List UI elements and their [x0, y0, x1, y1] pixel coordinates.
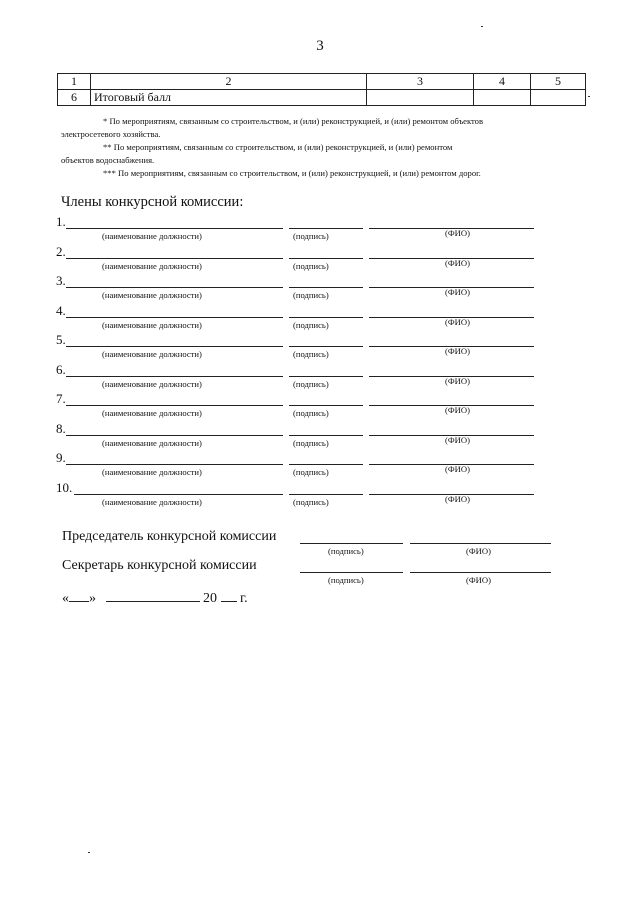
- member-position-caption: (наименование должности): [102, 290, 202, 300]
- member-name-caption: (ФИО): [445, 434, 470, 445]
- member-position-caption: (наименование должности): [102, 319, 202, 330]
- member-signature-caption: (подпись): [293, 349, 329, 359]
- chairman-name-line: [410, 543, 551, 544]
- member-row: [56, 332, 536, 362]
- table-row: [58, 90, 586, 106]
- member-row: [56, 244, 536, 274]
- member-signature-line: [289, 376, 363, 377]
- chairman-signature-caption: (подпись): [328, 546, 364, 556]
- member-number: 2.: [56, 243, 66, 259]
- member-position-line: [66, 346, 283, 347]
- score-table: [57, 73, 586, 106]
- member-row: [56, 450, 536, 480]
- member-signature-line: [289, 494, 363, 495]
- member-position-line: [66, 258, 283, 259]
- footnote-3: *** По мероприятиям, связанным со строительством, и (или) реконструкцией, и (или) ремонтом дорог.: [103, 168, 481, 178]
- member-position-caption: (наименование должности): [102, 467, 202, 477]
- date-open-quote: «: [62, 591, 69, 606]
- table-cell: 6: [58, 90, 91, 106]
- member-position-caption: (наименование должности): [102, 437, 202, 448]
- member-signature-caption: (подпись): [293, 378, 329, 389]
- member-signature-line: [289, 258, 363, 259]
- table-header-cell: 3: [367, 74, 474, 90]
- member-position-caption: (наименование должности): [102, 378, 202, 389]
- member-signature-line: [289, 464, 363, 465]
- member-number: 4.: [56, 302, 66, 318]
- member-signature-caption: (подпись): [293, 319, 329, 330]
- date-day-blank: [69, 600, 89, 602]
- member-name-caption: (ФИО): [445, 346, 470, 356]
- member-number: 9.: [56, 450, 66, 465]
- member-number: 5.: [56, 332, 66, 347]
- secretary-label: Секретарь конкурсной комиссии: [62, 558, 257, 573]
- table-cell: [474, 90, 531, 106]
- member-position-caption: (наименование должности): [102, 496, 202, 507]
- member-name-caption: (ФИО): [445, 405, 470, 415]
- member-row: [56, 303, 536, 333]
- date-close-quote: »: [89, 591, 96, 606]
- member-signature-caption: (подпись): [293, 231, 329, 241]
- member-position-line: [66, 317, 283, 318]
- date-year-blank: [221, 600, 237, 602]
- member-row: [56, 391, 536, 421]
- member-position-line: [66, 376, 283, 377]
- member-position-caption: (наименование должности): [102, 231, 202, 241]
- date-year-prefix: 20: [203, 591, 217, 606]
- scan-speck: [481, 26, 483, 27]
- member-signature-line: [289, 435, 363, 436]
- member-position-caption: (наименование должности): [102, 408, 202, 418]
- table-header-cell: 4: [474, 74, 531, 90]
- footnote-2: ** По мероприятиям, связанным со строительством, и (или) реконструкцией, и (или) ремонтом: [103, 142, 453, 152]
- member-name-caption: (ФИО): [445, 287, 470, 297]
- footnote-1: * По мероприятиям, связанным со строительством, и (или) реконструкцией, и (или) ремонтом объектов: [103, 116, 484, 126]
- member-name-caption: (ФИО): [445, 257, 470, 268]
- member-signature-caption: (подпись): [293, 467, 329, 477]
- member-number: 8.: [56, 420, 66, 436]
- scan-speck: [588, 96, 590, 97]
- member-signature-line: [289, 346, 363, 347]
- page-number: 3: [316, 38, 324, 54]
- member-row: [56, 480, 536, 510]
- member-number: 3.: [56, 273, 66, 288]
- date-year-suffix: г.: [240, 591, 248, 606]
- footnote-1-cont: электросетевого хозяйства.: [61, 129, 161, 139]
- member-position-line: [66, 228, 283, 229]
- footnote-2-cont: объектов водоснабжения.: [61, 155, 155, 165]
- secretary-name-line: [410, 572, 551, 573]
- members-title: Члены конкурсной комиссии:: [61, 194, 244, 210]
- member-name-caption: (ФИО): [445, 228, 470, 238]
- secretary-name-caption: (ФИО): [466, 575, 491, 585]
- table-cell: Итоговый балл: [91, 90, 367, 106]
- member-number: 10.: [56, 479, 73, 495]
- member-number: 6.: [56, 361, 66, 377]
- member-row: [56, 362, 536, 392]
- chairman-label: Председатель конкурсной комиссии: [62, 529, 277, 544]
- date-line: [62, 591, 248, 607]
- member-row: [56, 214, 536, 244]
- table-header-cell: 1: [58, 74, 91, 90]
- table-header-row: [58, 74, 586, 90]
- table-header-cell: 5: [531, 74, 586, 90]
- chairman-name-caption: (ФИО): [466, 546, 491, 556]
- member-signature-caption: (подпись): [293, 290, 329, 300]
- scan-speck: [88, 852, 90, 853]
- member-row: [56, 421, 536, 451]
- member-name-caption: (ФИО): [445, 375, 470, 386]
- member-signature-caption: (подпись): [293, 496, 329, 507]
- member-signature-line: [289, 287, 363, 288]
- member-position-caption: (наименование должности): [102, 260, 202, 271]
- member-signature-line: [289, 405, 363, 406]
- member-position-line: [66, 405, 283, 406]
- member-name-caption: (ФИО): [445, 316, 470, 327]
- secretary-signature-caption: (подпись): [328, 575, 364, 585]
- member-position-line: [66, 464, 283, 465]
- table-cell: [531, 90, 586, 106]
- member-signature-caption: (подпись): [293, 408, 329, 418]
- chairman-signature-line: [300, 543, 403, 544]
- member-signature-line: [289, 317, 363, 318]
- member-number: 1.: [56, 214, 66, 229]
- table-cell: [367, 90, 474, 106]
- member-position-line: [66, 435, 283, 436]
- member-name-caption: (ФИО): [445, 464, 470, 474]
- secretary-signature-line: [300, 572, 403, 573]
- member-signature-caption: (подпись): [293, 437, 329, 448]
- member-row: [56, 273, 536, 303]
- member-position-line: [74, 494, 283, 495]
- member-position-caption: (наименование должности): [102, 349, 202, 359]
- member-signature-line: [289, 228, 363, 229]
- date-month-blank: [106, 600, 200, 602]
- member-signature-caption: (подпись): [293, 260, 329, 271]
- table-header-cell: 2: [91, 74, 367, 90]
- member-position-line: [66, 287, 283, 288]
- member-name-caption: (ФИО): [445, 493, 470, 504]
- member-number: 7.: [56, 391, 66, 406]
